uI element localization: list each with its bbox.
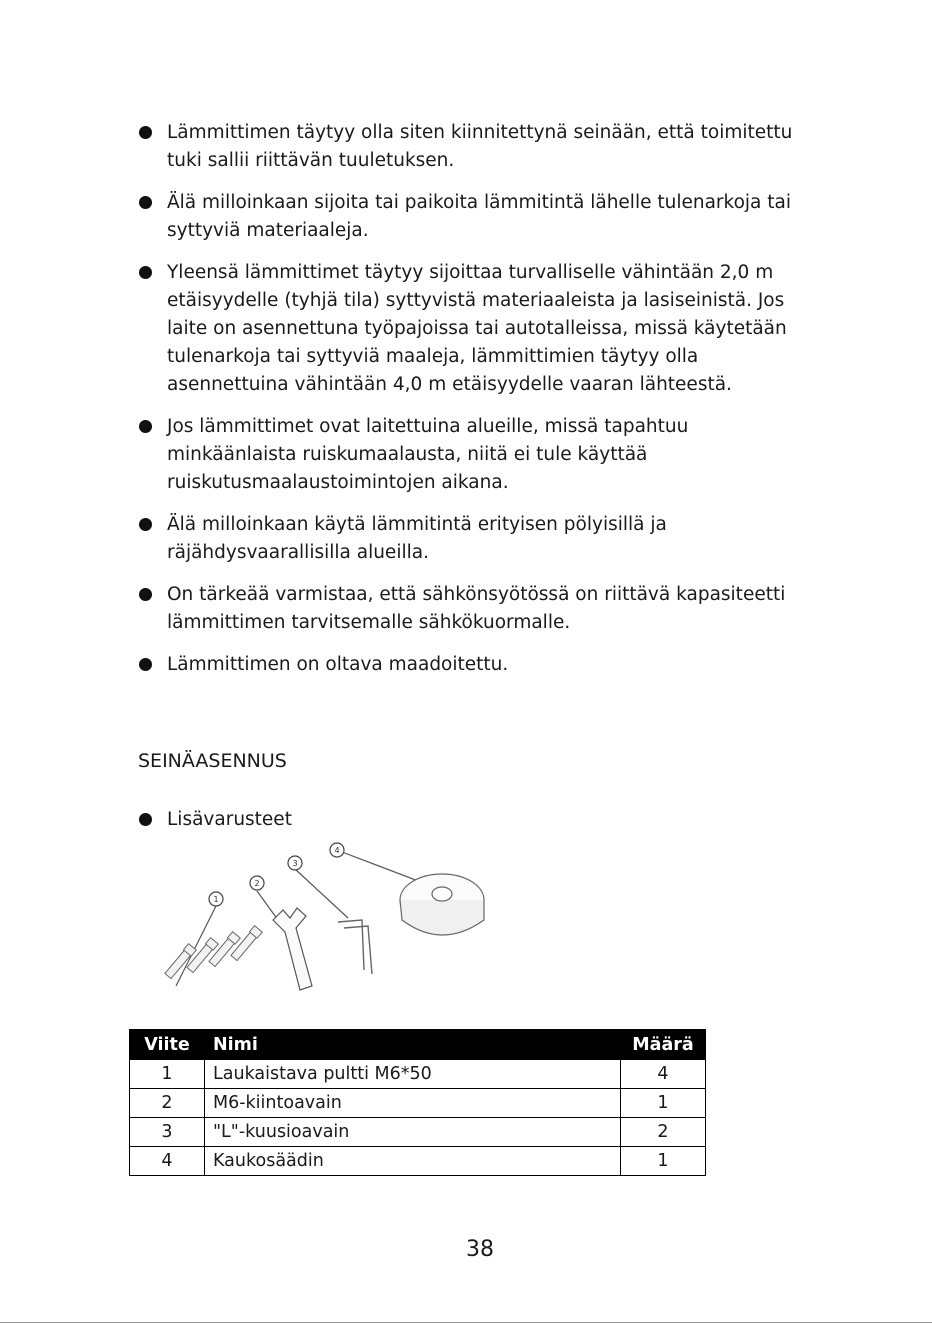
table-row bbox=[130, 1089, 706, 1118]
bullet-dot bbox=[139, 126, 152, 139]
cell-ref: 4 bbox=[130, 1147, 205, 1176]
callout-leader-3 bbox=[295, 869, 348, 918]
bullet-dot bbox=[139, 518, 152, 531]
accessories-illustration bbox=[150, 838, 510, 1018]
bullet-item bbox=[138, 189, 798, 245]
cell-quantity: 2 bbox=[621, 1118, 706, 1147]
bullet-dot bbox=[139, 266, 152, 279]
bullet-text: On tärkeää varmistaa, että sähkönsyötössä on riittävä kapasiteetti lämmittimen tarvitsemalle sähkökuormalle. bbox=[167, 584, 786, 633]
bullet-text: Lämmittimen on oltava maadoitettu. bbox=[167, 654, 509, 675]
callout-1 bbox=[209, 892, 223, 906]
bullet-dot bbox=[139, 588, 152, 601]
bullet-text: Lämmittimen täytyy olla siten kiinnitettynä seinään, että toimitettu tuki sallii riittävän tuuletuksen. bbox=[167, 122, 793, 171]
header-quantity: Määrä bbox=[621, 1030, 706, 1060]
callout-3-label: 3 bbox=[292, 859, 298, 868]
safety-bullet-list bbox=[138, 119, 798, 693]
bullet-item bbox=[138, 581, 798, 637]
header-name: Nimi bbox=[205, 1030, 621, 1060]
cell-quantity: 1 bbox=[621, 1089, 706, 1118]
bullet-item bbox=[138, 259, 798, 399]
cell-name: M6-kiintoavain bbox=[205, 1089, 621, 1118]
cell-ref: 3 bbox=[130, 1118, 205, 1147]
cell-quantity: 4 bbox=[621, 1060, 706, 1089]
accessories-table bbox=[129, 1029, 706, 1176]
table-row bbox=[130, 1060, 706, 1089]
remote-control-drawing bbox=[400, 874, 484, 935]
callout-2 bbox=[250, 876, 264, 890]
hex-key-drawing bbox=[338, 920, 372, 974]
page-number: 38 bbox=[466, 1237, 494, 1262]
callout-2-label: 2 bbox=[254, 879, 260, 888]
cell-quantity: 1 bbox=[621, 1147, 706, 1176]
bullet-text: Yleensä lämmittimet täytyy sijoittaa turvalliselle vähintään 2,0 m etäisyydelle (tyhjä tila) syttyvistä materiaaleista ja lasiseinistä. Jos laite on asennettuna työpajoissa tai autotalleissa, missä käytetään tulenarkoja tai syttyviä maaleja, lämmittimien täytyy olla asennettuina vähintään 4,0 m etäisyydelle vaaran lähteestä. bbox=[167, 262, 787, 395]
cell-ref: 1 bbox=[130, 1060, 205, 1089]
table-row bbox=[130, 1118, 706, 1147]
bullet-item bbox=[138, 413, 798, 497]
section-heading: SEINÄASENNUS bbox=[138, 750, 287, 772]
cell-name: "L"-kuusioavain bbox=[205, 1118, 621, 1147]
bullet-text: Älä milloinkaan käytä lämmitintä erityisen pölyisillä ja räjähdysvaarallisilla alueilla. bbox=[167, 514, 667, 563]
table-row bbox=[130, 1147, 706, 1176]
bullet-item bbox=[138, 651, 798, 679]
callout-1-label: 1 bbox=[213, 895, 219, 904]
cell-name: Kaukosäädin bbox=[205, 1147, 621, 1176]
table-header-row bbox=[130, 1030, 706, 1060]
bullet-dot bbox=[139, 196, 152, 209]
wrench-drawing bbox=[273, 908, 312, 990]
bullet-item bbox=[138, 119, 798, 175]
cell-name: Laukaistava pultti M6*50 bbox=[205, 1060, 621, 1089]
callout-4-label: 4 bbox=[334, 846, 340, 855]
callout-4 bbox=[330, 843, 344, 857]
bullet-item bbox=[138, 511, 798, 567]
bullet-text: Älä milloinkaan sijoita tai paikoita lämmitintä lähelle tulenarkoja tai syttyviä materiaaleja. bbox=[167, 192, 791, 241]
cell-ref: 2 bbox=[130, 1089, 205, 1118]
bullet-dot bbox=[139, 658, 152, 671]
bullet-dot bbox=[139, 420, 152, 433]
bullet-dot bbox=[139, 813, 152, 826]
header-ref: Viite bbox=[130, 1030, 205, 1060]
callout-leader-2 bbox=[257, 891, 278, 920]
accessories-bullet bbox=[138, 806, 538, 834]
accessories-label: Lisävarusteet bbox=[167, 809, 292, 830]
callout-3 bbox=[288, 856, 302, 870]
anchor-bolts-drawing bbox=[164, 926, 262, 980]
bullet-text: Jos lämmittimet ovat laitettuina alueille, missä tapahtuu minkäänlaista ruiskumaalausta, niitä ei tule käyttää ruiskutusmaalaustoimintojen aikana. bbox=[167, 416, 689, 493]
